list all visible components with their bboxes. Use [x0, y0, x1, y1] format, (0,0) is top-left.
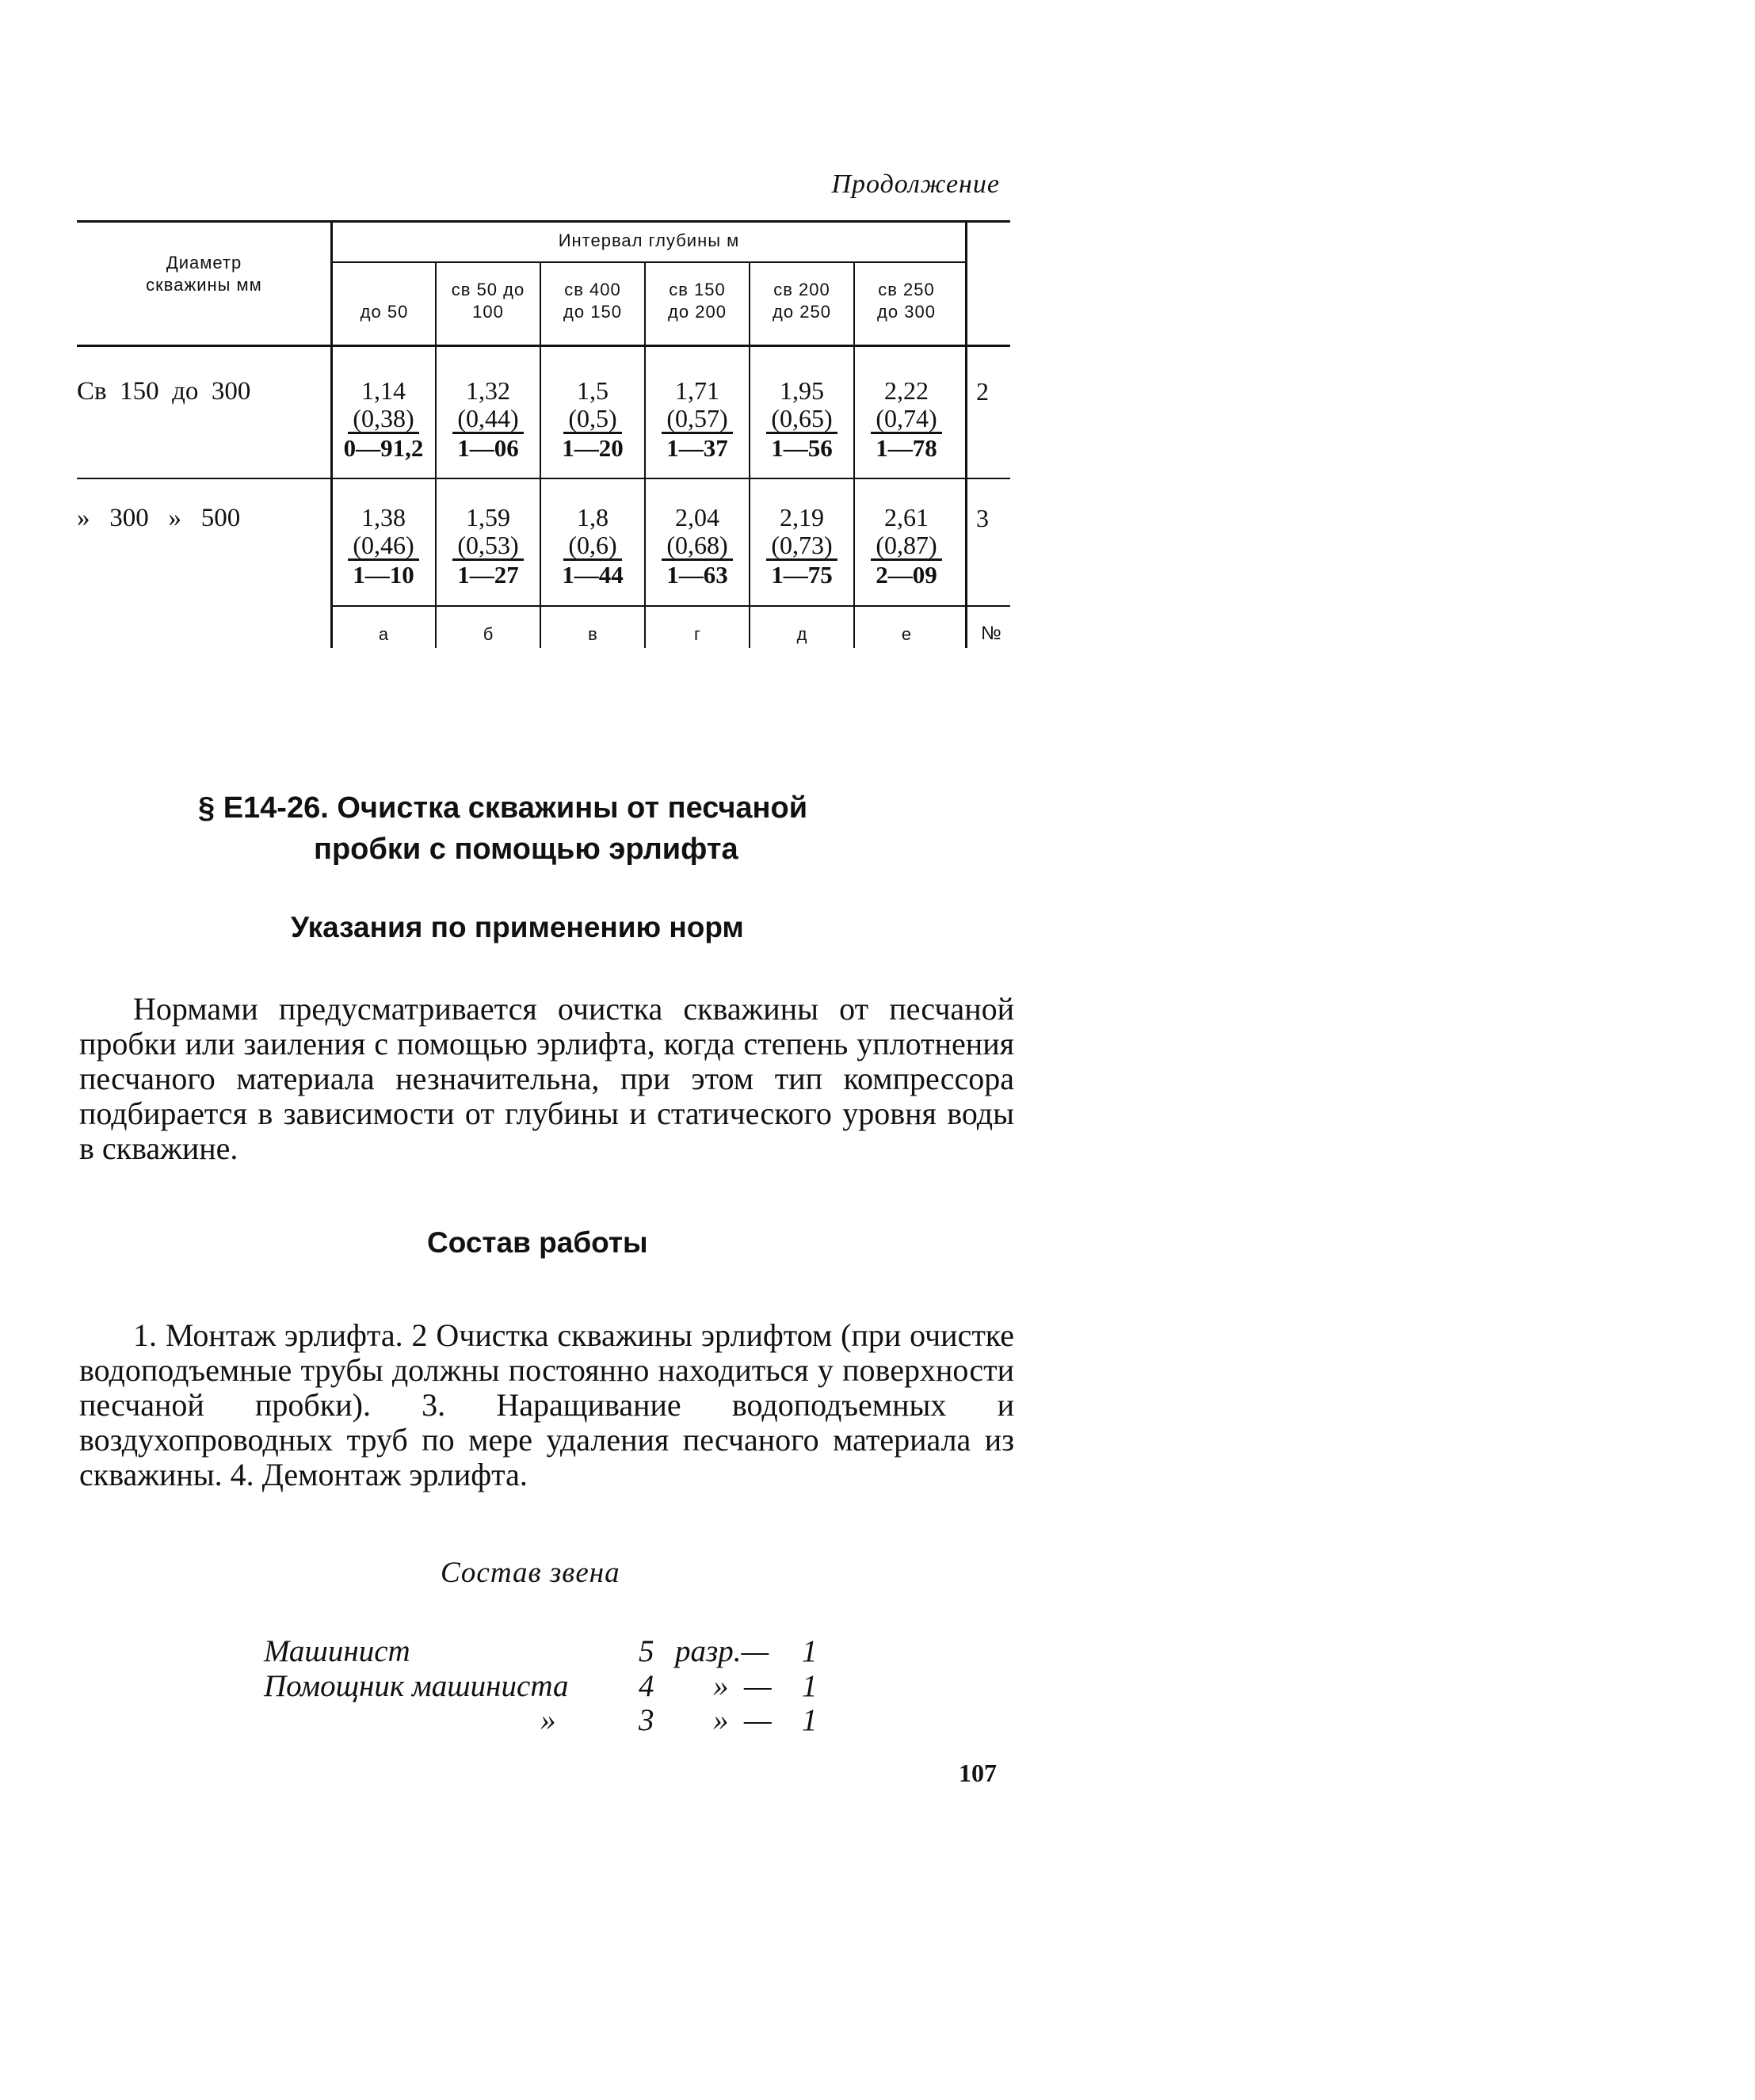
norm-time: 1,32 [466, 376, 510, 405]
column-letter: е [901, 624, 912, 644]
norm-time: 2,22 [884, 376, 929, 405]
column-header: св 150 до 200 [668, 280, 727, 322]
norm-price: 1—75 [771, 561, 833, 589]
column-letter: д [796, 624, 807, 644]
table-cell [331, 504, 436, 589]
table-cell [854, 504, 959, 589]
table-cell [540, 377, 645, 463]
norm-price: 1—44 [562, 561, 624, 589]
column-header: св 250 до 300 [877, 280, 936, 322]
row-number: 3 [976, 504, 989, 532]
table-cell [540, 504, 645, 589]
table-bottom-rule [331, 605, 1010, 607]
norm-price: 1—10 [353, 561, 414, 589]
norm-price: 1—06 [457, 434, 519, 462]
crew-count: 1 [802, 1634, 818, 1668]
column-header: св 400 до 150 [563, 280, 622, 322]
section-title [198, 787, 895, 870]
norm-machine-time: (0,6) [563, 532, 621, 561]
table-cell [750, 504, 854, 589]
norm-time: 2,61 [884, 503, 929, 532]
crew-role: Машинист [264, 1634, 410, 1668]
norm-time: 2,04 [675, 503, 719, 532]
row-number: 2 [976, 377, 989, 406]
norm-time: 1,95 [780, 376, 824, 405]
instructions-heading: Указания по применению норм [291, 911, 744, 943]
column-rule [965, 220, 967, 648]
row-label: » 300 » 500 [77, 504, 241, 532]
norm-machine-time: (0,53) [452, 532, 523, 561]
norm-price: 2—09 [876, 561, 937, 589]
crew-unit: разр.— [675, 1634, 769, 1668]
instructions-paragraph: Нормами предусматривается очистка скважины от песчаной пробки или заиления с помощью эрлифта, когда степень уплотнения песчаного материала незначительна, при этом тип компрессора подбирается в зависимости от глубины и статического уровня воды в скважине. [79, 991, 1014, 1166]
row-divider [77, 478, 1010, 479]
work-paragraph: 1. Монтаж эрлифта. 2 Очистка скважины эрлифтом (при очистке водоподъемные трубы должны постоянно находиться у поверхности песчаной пробки). 3. Наращивание водоподъемных и воздухопроводных труб по мере удаления песчаного материала из скважины. 4. Демонтаж эрлифта. [79, 1317, 1014, 1492]
column-letter: в [588, 624, 597, 644]
norm-machine-time: (0,73) [766, 532, 837, 561]
table-cell [645, 377, 750, 463]
norm-time: 1,5 [577, 376, 609, 405]
page-number: 107 [959, 1759, 997, 1787]
continuation-label: Продолжение [831, 170, 1000, 199]
norm-price: 1—63 [666, 561, 728, 589]
crew-role: » [540, 1703, 556, 1737]
table-cell [854, 377, 959, 463]
norm-time: 1,8 [577, 503, 609, 532]
crew-grade: 4 [639, 1669, 654, 1703]
table-cell [436, 504, 540, 589]
norm-machine-time: (0,44) [452, 405, 523, 434]
norm-machine-time: (0,87) [871, 532, 941, 561]
table-cell [436, 377, 540, 463]
table-top-rule [77, 220, 1010, 223]
section-title-line1: § Е14-26. Очистка скважины от песчаной [198, 791, 808, 825]
stub-header: Диаметр скважины мм [146, 253, 262, 295]
header-bottom-rule [77, 345, 1010, 347]
number-column-label: № [981, 623, 1001, 644]
norm-price: 1—78 [876, 434, 937, 462]
norm-machine-time: (0,5) [563, 405, 621, 434]
norm-time: 1,14 [361, 376, 406, 405]
column-letter: б [483, 624, 494, 644]
column-header: до 50 [360, 302, 409, 322]
norm-machine-time: (0,46) [348, 532, 418, 561]
column-header: св 200 до 250 [773, 280, 831, 322]
table-cell [645, 504, 750, 589]
norm-machine-time: (0,74) [871, 405, 941, 434]
table-cell [750, 377, 854, 463]
norm-machine-time: (0,57) [662, 405, 732, 434]
table-cell [331, 377, 436, 463]
norm-price: 1—37 [666, 434, 728, 462]
column-letter: г [693, 624, 701, 644]
crew-grade: 3 [639, 1703, 654, 1737]
norm-machine-time: (0,38) [348, 405, 418, 434]
crew-count: 1 [802, 1703, 818, 1737]
crew-role: Помощник машиниста [264, 1669, 569, 1703]
crew-heading: Состав звена [441, 1557, 620, 1589]
crew-unit: » — [713, 1669, 772, 1703]
norm-time: 1,71 [675, 376, 719, 405]
norm-machine-time: (0,65) [766, 405, 837, 434]
group-header-rule [331, 261, 967, 263]
norm-time: 2,19 [780, 503, 824, 532]
group-header: Интервал глубины м [558, 231, 740, 250]
row-label: Св 150 до 300 [77, 377, 251, 406]
norm-time: 1,59 [466, 503, 510, 532]
norm-price: 0—91,2 [343, 434, 424, 462]
norm-time: 1,38 [361, 503, 406, 532]
norm-machine-time: (0,68) [662, 532, 732, 561]
section-title-line2: пробки с помощью эрлифта [314, 833, 738, 866]
norm-price: 1—27 [457, 561, 519, 589]
norm-price: 1—20 [562, 434, 624, 462]
norm-price: 1—56 [771, 434, 833, 462]
crew-grade: 5 [639, 1634, 654, 1668]
crew-count: 1 [802, 1669, 818, 1703]
column-letter: а [378, 624, 389, 644]
column-header: св 50 до 100 [451, 280, 525, 322]
work-heading: Состав работы [427, 1226, 648, 1259]
crew-unit: » — [713, 1703, 772, 1737]
